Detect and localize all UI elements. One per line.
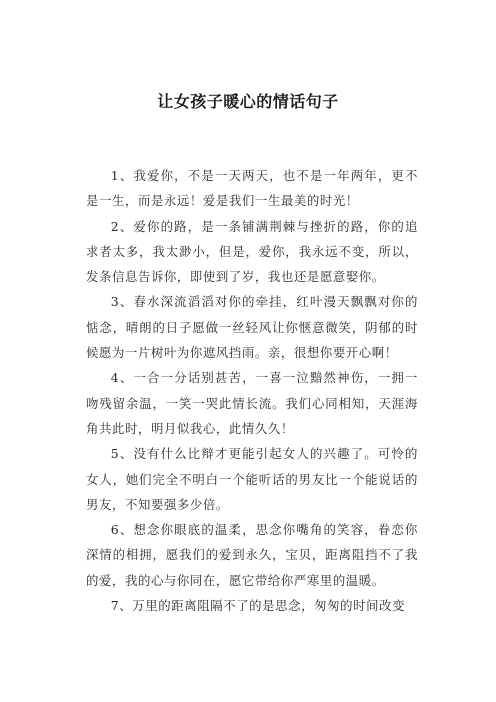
paragraph-6: 6、想念你眼底的温柔，思念你嘴角的笑容，眷恋你深情的相拥，愿我们的爱到永久，宝贝，距离阻挡不了我的爱，我的心与你同在，愿它带给你严寒里的温暖。 (86, 522, 418, 588)
paragraph-7: 7、万里的距离阻隔不了的是思念，匆匆的时间改变 (110, 598, 406, 614)
document-body (86, 163, 418, 618)
paragraph-1: 1、我爱你，不是一天两天，也不是一年两年，更不是一生，而是永远！爱是我们一生最美的时光！ (86, 168, 418, 209)
paragraph-3: 3、春水深流滔滔对你的牵挂，红叶漫天飘飘对你的惦念，晴朗的日子愿做一丝轻风让你惬意微笑，阴郁的时候愿为一片树叶为你遮风挡雨。亲，很想你要开心啊！ (86, 294, 418, 361)
paragraph-4: 4、一合一分话别甚苦，一喜一泣黯然神伤，一拥一吻残留余温，一笑一哭此情长流。我们心同相知，天涯海角共此时，明月似我心，此情久久！ (86, 370, 418, 436)
document-title: 让女孩子暖心的情话句子 (157, 92, 339, 111)
paragraph-5: 5、没有什么比辩才更能引起女人的兴趣了。可怜的女人，她们完全不明白一个能听话的男友比一个能说话的男友，不知要强多少倍。 (86, 446, 418, 512)
paragraph-2: 2、爱你的路，是一条铺满荆棘与挫折的路，你的追求者太多，我太渺小，但是，爱你，我永远不变，所以，发条信息告诉你，即使到了岁，我也还是愿意娶你。 (86, 218, 418, 285)
